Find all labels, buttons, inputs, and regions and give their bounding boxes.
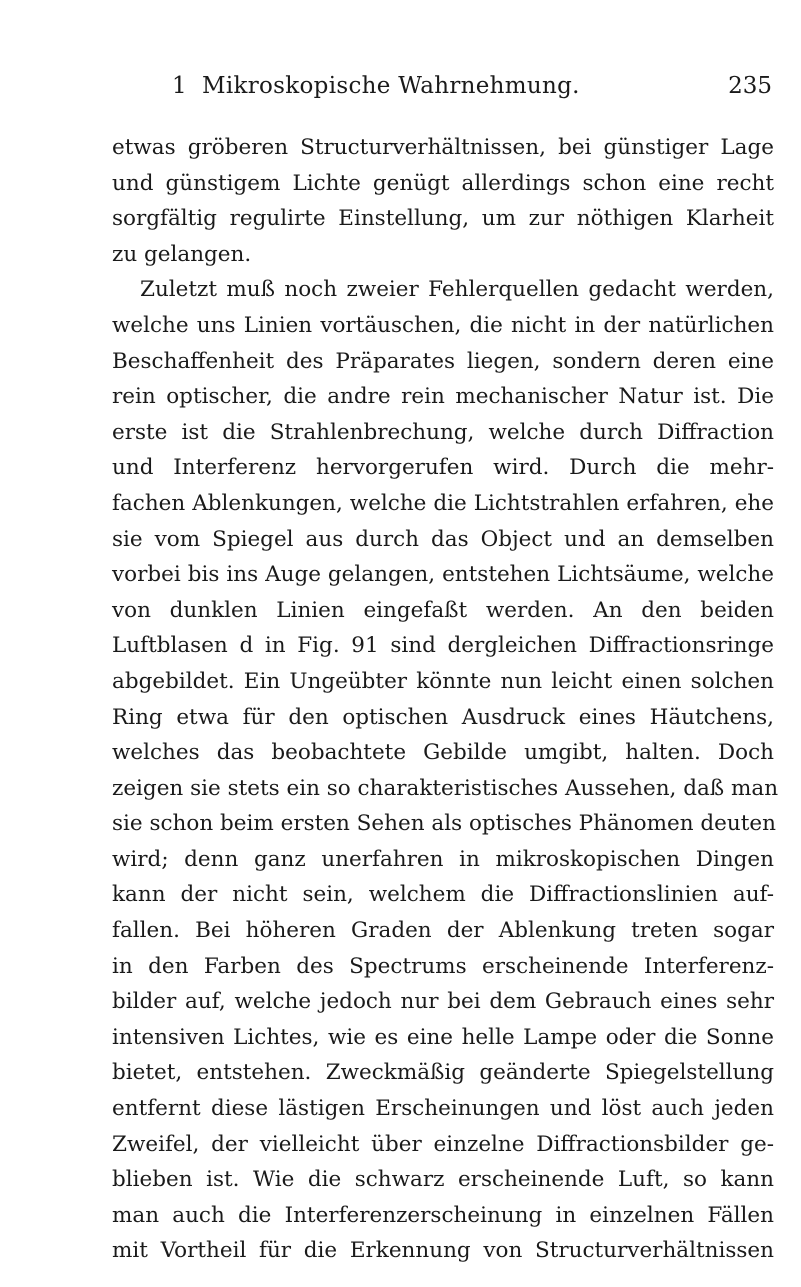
text-line: kann der nicht sein, welchem die Diffractionslinien auf- (112, 882, 774, 908)
running-head-title: Mikroskopische Wahrnehmung. (202, 73, 580, 99)
text-line: welche uns Linien vortäuschen, die nicht in der natürlichen (112, 312, 774, 338)
text-line: welches das beobachtete Gebilde umgibt, halten. Doch (112, 740, 774, 766)
text-line: etwas gröberen Structurverhältnissen, bei günstiger Lage (112, 135, 774, 160)
text-line: fallen. Bei höheren Graden der Ablenkung treten sogar (112, 918, 774, 944)
text-line: Zuletzt muß noch zweier Fehlerquellen gedacht werden, (140, 277, 774, 303)
body-text (112, 130, 779, 1269)
text-line: sie vom Spiegel aus durch das Object und an demselben (112, 526, 774, 552)
text-line: Ring etwa für den optischen Ausdruck eines Häutchens, (112, 704, 774, 730)
text-line: man auch die Interferenzerscheinung in einzelnen Fällen (112, 1202, 774, 1228)
text-line: sie schon beim ersten Sehen als optisches Phänomen deuten (112, 811, 776, 837)
text-line: in den Farben des Spectrums erscheinende Interferenz- (112, 953, 774, 979)
text-line: Beschaffenheit des Präparates liegen, sondern deren eine (112, 348, 774, 374)
text-line: entfernt diese lästigen Erscheinungen und löst auch jeden (112, 1096, 774, 1122)
text-line: abgebildet. Ein Ungeübter könnte nun leicht einen solchen (112, 668, 774, 694)
text-line: intensiven Lichtes, wie es eine helle Lampe oder die Sonne (112, 1024, 774, 1050)
text-line: zeigen sie stets ein so charakteristisches Aussehen, daß man (112, 775, 779, 801)
text-line: erste ist die Strahlenbrechung, welche durch Diffraction (112, 419, 774, 445)
text-line: bietet, entstehen. Zweckmäßig geänderte Spiegelstellung (112, 1060, 774, 1086)
text-line: Luftblasen d in Fig. 91 sind dergleichen Diffractionsringe (112, 633, 774, 659)
running-head (172, 68, 772, 104)
text-line: blieben ist. Wie die schwarz erscheinende Luft, so kann (112, 1167, 774, 1193)
page-number: 235 (728, 73, 772, 99)
text-line: und günstigem Lichte genügt allerdings schon eine recht (112, 170, 774, 196)
text-line: sorgfältig regulirte Einstellung, um zur nöthigen Klarheit (112, 206, 774, 232)
text-line: zu gelangen. (112, 241, 252, 267)
text-line: vorbei bis ins Auge gelangen, entstehen Lichtsäume, welche (112, 562, 774, 588)
chapter-number: 1 (172, 73, 187, 99)
text-line: mit Vortheil für die Erkennung von Structurverhältnissen (112, 1238, 774, 1264)
text-line: wird; denn ganz unerfahren in mikroskopischen Dingen (112, 846, 774, 872)
text-line: von dunklen Linien eingefaßt werden. An den beiden (112, 597, 774, 623)
text-line: bilder auf, welche jedoch nur bei dem Gebrauch eines sehr (112, 989, 774, 1015)
text-line: und Interferenz hervorgerufen wird. Durch die mehr- (112, 455, 774, 481)
text-line: fachen Ablenkungen, welche die Lichtstrahlen erfahren, ehe (112, 490, 774, 516)
text-line: Zweifel, der vielleicht über einzelne Diffractionsbilder ge- (112, 1131, 774, 1157)
text-line: rein optischer, die andre rein mechanischer Natur ist. Die (112, 384, 774, 410)
